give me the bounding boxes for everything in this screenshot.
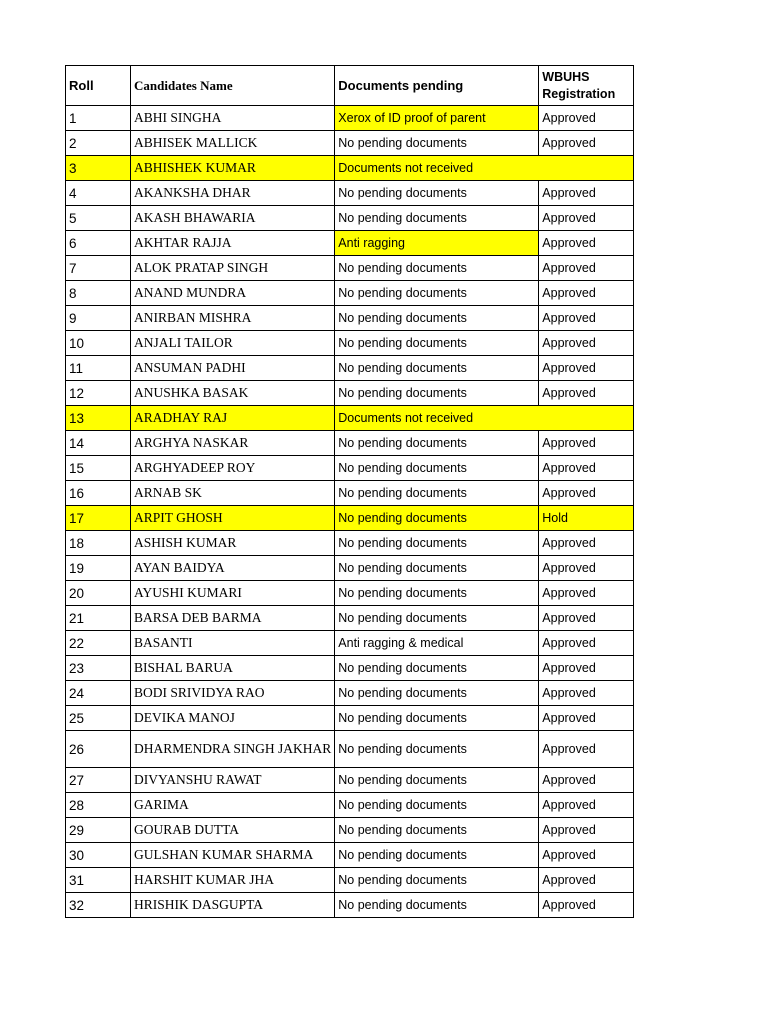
roll-cell: 26 bbox=[66, 731, 131, 768]
table-row bbox=[66, 206, 634, 231]
documents-status-cell: Documents not received bbox=[335, 406, 634, 431]
documents-pending-cell: No pending documents bbox=[335, 531, 539, 556]
roll-cell: 15 bbox=[66, 456, 131, 481]
documents-pending-cell: No pending documents bbox=[335, 681, 539, 706]
roll-cell: 16 bbox=[66, 481, 131, 506]
roll-cell: 9 bbox=[66, 306, 131, 331]
roll-cell: 30 bbox=[66, 843, 131, 868]
wbuhs-registration-cell: Approved bbox=[539, 868, 634, 893]
documents-pending-cell: No pending documents bbox=[335, 656, 539, 681]
table-row bbox=[66, 156, 634, 181]
documents-pending-cell: No pending documents bbox=[335, 331, 539, 356]
table-row bbox=[66, 281, 634, 306]
wbuhs-registration-cell: Approved bbox=[539, 818, 634, 843]
roll-cell: 1 bbox=[66, 106, 131, 131]
wbuhs-registration-cell: Approved bbox=[539, 793, 634, 818]
wbuhs-registration-cell: Approved bbox=[539, 256, 634, 281]
table-row bbox=[66, 481, 634, 506]
wbuhs-registration-cell: Approved bbox=[539, 381, 634, 406]
roll-cell: 28 bbox=[66, 793, 131, 818]
documents-pending-cell: No pending documents bbox=[335, 431, 539, 456]
wbuhs-registration-cell: Approved bbox=[539, 556, 634, 581]
table-row bbox=[66, 731, 634, 768]
candidate-name-cell: BODI SRIVIDYA RAO bbox=[131, 681, 335, 706]
roll-cell: 13 bbox=[66, 406, 131, 431]
candidate-name-cell: ANJALI TAILOR bbox=[131, 331, 335, 356]
table-row bbox=[66, 406, 634, 431]
table-row bbox=[66, 256, 634, 281]
wbuhs-registration-cell: Approved bbox=[539, 631, 634, 656]
table-row bbox=[66, 106, 634, 131]
documents-pending-cell: No pending documents bbox=[335, 281, 539, 306]
candidate-name-cell: ARGHYA NASKAR bbox=[131, 431, 335, 456]
wbuhs-registration-cell: Approved bbox=[539, 431, 634, 456]
roll-cell: 2 bbox=[66, 131, 131, 156]
candidate-name-cell: HRISHIK DASGUPTA bbox=[131, 893, 335, 918]
documents-pending-cell: No pending documents bbox=[335, 381, 539, 406]
wbuhs-registration-cell: Approved bbox=[539, 681, 634, 706]
candidate-name-cell: GARIMA bbox=[131, 793, 335, 818]
documents-pending-cell: No pending documents bbox=[335, 893, 539, 918]
candidate-name-cell: ABHISHEK KUMAR bbox=[131, 156, 335, 181]
documents-pending-cell: No pending documents bbox=[335, 181, 539, 206]
table-row bbox=[66, 131, 634, 156]
candidate-name-cell: DIVYANSHU RAWAT bbox=[131, 768, 335, 793]
table-row bbox=[66, 768, 634, 793]
roll-cell: 24 bbox=[66, 681, 131, 706]
roll-cell: 32 bbox=[66, 893, 131, 918]
documents-pending-cell: No pending documents bbox=[335, 306, 539, 331]
candidate-name-cell: AYAN BAIDYA bbox=[131, 556, 335, 581]
roll-cell: 4 bbox=[66, 181, 131, 206]
wbuhs-registration-cell: Approved bbox=[539, 106, 634, 131]
table-row bbox=[66, 631, 634, 656]
candidate-name-cell: ARPIT GHOSH bbox=[131, 506, 335, 531]
documents-pending-cell: No pending documents bbox=[335, 356, 539, 381]
candidate-name-cell: DHARMENDRA SINGH JAKHAR bbox=[131, 731, 335, 768]
candidate-name-cell: ANAND MUNDRA bbox=[131, 281, 335, 306]
wbuhs-registration-cell: Approved bbox=[539, 606, 634, 631]
candidate-name-cell: ABHI SINGHA bbox=[131, 106, 335, 131]
documents-pending-cell: No pending documents bbox=[335, 768, 539, 793]
wbuhs-registration-cell: Approved bbox=[539, 331, 634, 356]
roll-cell: 31 bbox=[66, 868, 131, 893]
header-wbuhs-registration bbox=[539, 66, 634, 106]
table-row bbox=[66, 793, 634, 818]
wbuhs-registration-cell: Approved bbox=[539, 306, 634, 331]
roll-cell: 27 bbox=[66, 768, 131, 793]
candidate-name-cell: ARNAB SK bbox=[131, 481, 335, 506]
candidate-name-cell: BARSA DEB BARMA bbox=[131, 606, 335, 631]
roll-cell: 22 bbox=[66, 631, 131, 656]
wbuhs-registration-cell: Approved bbox=[539, 481, 634, 506]
wbuhs-registration-cell: Approved bbox=[539, 531, 634, 556]
candidate-name-cell: GOURAB DUTTA bbox=[131, 818, 335, 843]
roll-cell: 29 bbox=[66, 818, 131, 843]
documents-pending-cell: No pending documents bbox=[335, 706, 539, 731]
roll-cell: 7 bbox=[66, 256, 131, 281]
table-row bbox=[66, 556, 634, 581]
candidate-name-cell: ALOK PRATAP SINGH bbox=[131, 256, 335, 281]
documents-pending-cell: Xerox of ID proof of parent bbox=[335, 106, 539, 131]
roll-cell: 21 bbox=[66, 606, 131, 631]
header-wbuhs-line2: Registration bbox=[542, 86, 616, 101]
table-row bbox=[66, 231, 634, 256]
header-wbuhs-line1: WBUHS bbox=[542, 69, 590, 84]
documents-pending-cell: Anti ragging & medical bbox=[335, 631, 539, 656]
documents-pending-cell: No pending documents bbox=[335, 793, 539, 818]
documents-pending-cell: No pending documents bbox=[335, 818, 539, 843]
roll-cell: 19 bbox=[66, 556, 131, 581]
wbuhs-registration-cell: Approved bbox=[539, 768, 634, 793]
documents-pending-cell: No pending documents bbox=[335, 843, 539, 868]
table-row bbox=[66, 843, 634, 868]
table-row bbox=[66, 868, 634, 893]
table-row bbox=[66, 656, 634, 681]
table-row bbox=[66, 431, 634, 456]
candidate-name-cell: DEVIKA MANOJ bbox=[131, 706, 335, 731]
header-candidates-name: Candidates Name bbox=[131, 66, 335, 106]
documents-pending-cell: No pending documents bbox=[335, 506, 539, 531]
documents-pending-cell: No pending documents bbox=[335, 581, 539, 606]
header-row bbox=[66, 66, 634, 106]
candidate-name-cell: AKASH BHAWARIA bbox=[131, 206, 335, 231]
roll-cell: 25 bbox=[66, 706, 131, 731]
documents-pending-cell: No pending documents bbox=[335, 206, 539, 231]
table-row bbox=[66, 306, 634, 331]
wbuhs-registration-cell: Approved bbox=[539, 356, 634, 381]
wbuhs-registration-cell: Approved bbox=[539, 281, 634, 306]
header-documents-pending: Documents pending bbox=[335, 66, 539, 106]
documents-pending-cell: No pending documents bbox=[335, 481, 539, 506]
wbuhs-registration-cell: Approved bbox=[539, 893, 634, 918]
wbuhs-registration-cell: Approved bbox=[539, 581, 634, 606]
wbuhs-registration-cell: Hold bbox=[539, 506, 634, 531]
candidate-name-cell: ANSUMAN PADHI bbox=[131, 356, 335, 381]
table-row bbox=[66, 893, 634, 918]
roll-cell: 20 bbox=[66, 581, 131, 606]
roll-cell: 14 bbox=[66, 431, 131, 456]
candidate-name-cell: AKHTAR RAJJA bbox=[131, 231, 335, 256]
documents-pending-cell: No pending documents bbox=[335, 731, 539, 768]
documents-pending-cell: Anti ragging bbox=[335, 231, 539, 256]
roll-cell: 11 bbox=[66, 356, 131, 381]
roll-cell: 23 bbox=[66, 656, 131, 681]
wbuhs-registration-cell: Approved bbox=[539, 181, 634, 206]
table-row bbox=[66, 331, 634, 356]
candidate-name-cell: HARSHIT KUMAR JHA bbox=[131, 868, 335, 893]
roll-cell: 8 bbox=[66, 281, 131, 306]
table-row bbox=[66, 581, 634, 606]
table-row bbox=[66, 356, 634, 381]
documents-pending-cell: No pending documents bbox=[335, 868, 539, 893]
roll-cell: 12 bbox=[66, 381, 131, 406]
roll-cell: 18 bbox=[66, 531, 131, 556]
candidate-name-cell: ARADHAY RAJ bbox=[131, 406, 335, 431]
table-row bbox=[66, 181, 634, 206]
candidate-name-cell: ASHISH KUMAR bbox=[131, 531, 335, 556]
wbuhs-registration-cell: Approved bbox=[539, 131, 634, 156]
table-row bbox=[66, 456, 634, 481]
documents-pending-cell: No pending documents bbox=[335, 606, 539, 631]
documents-pending-cell: No pending documents bbox=[335, 131, 539, 156]
candidate-name-cell: ANUSHKA BASAK bbox=[131, 381, 335, 406]
wbuhs-registration-cell: Approved bbox=[539, 656, 634, 681]
table-row bbox=[66, 531, 634, 556]
candidates-table bbox=[65, 65, 634, 918]
roll-cell: 5 bbox=[66, 206, 131, 231]
candidate-name-cell: GULSHAN KUMAR SHARMA bbox=[131, 843, 335, 868]
table-row bbox=[66, 506, 634, 531]
candidate-name-cell: ABHISEK MALLICK bbox=[131, 131, 335, 156]
documents-pending-cell: No pending documents bbox=[335, 556, 539, 581]
candidate-name-cell: ARGHYADEEP ROY bbox=[131, 456, 335, 481]
candidate-name-cell: AYUSHI KUMARI bbox=[131, 581, 335, 606]
wbuhs-registration-cell: Approved bbox=[539, 231, 634, 256]
candidate-name-cell: ANIRBAN MISHRA bbox=[131, 306, 335, 331]
wbuhs-registration-cell: Approved bbox=[539, 843, 634, 868]
table-row bbox=[66, 818, 634, 843]
candidate-name-cell: AKANKSHA DHAR bbox=[131, 181, 335, 206]
wbuhs-registration-cell: Approved bbox=[539, 706, 634, 731]
documents-pending-cell: No pending documents bbox=[335, 256, 539, 281]
roll-cell: 6 bbox=[66, 231, 131, 256]
wbuhs-registration-cell: Approved bbox=[539, 456, 634, 481]
table-row bbox=[66, 681, 634, 706]
table-row bbox=[66, 381, 634, 406]
documents-status-cell: Documents not received bbox=[335, 156, 634, 181]
table-row bbox=[66, 706, 634, 731]
candidate-name-cell: BISHAL BARUA bbox=[131, 656, 335, 681]
candidate-name-cell: BASANTI bbox=[131, 631, 335, 656]
wbuhs-registration-cell: Approved bbox=[539, 206, 634, 231]
header-roll: Roll bbox=[66, 66, 131, 106]
roll-cell: 10 bbox=[66, 331, 131, 356]
wbuhs-registration-cell: Approved bbox=[539, 731, 634, 768]
roll-cell: 3 bbox=[66, 156, 131, 181]
roll-cell: 17 bbox=[66, 506, 131, 531]
table-row bbox=[66, 606, 634, 631]
documents-pending-cell: No pending documents bbox=[335, 456, 539, 481]
